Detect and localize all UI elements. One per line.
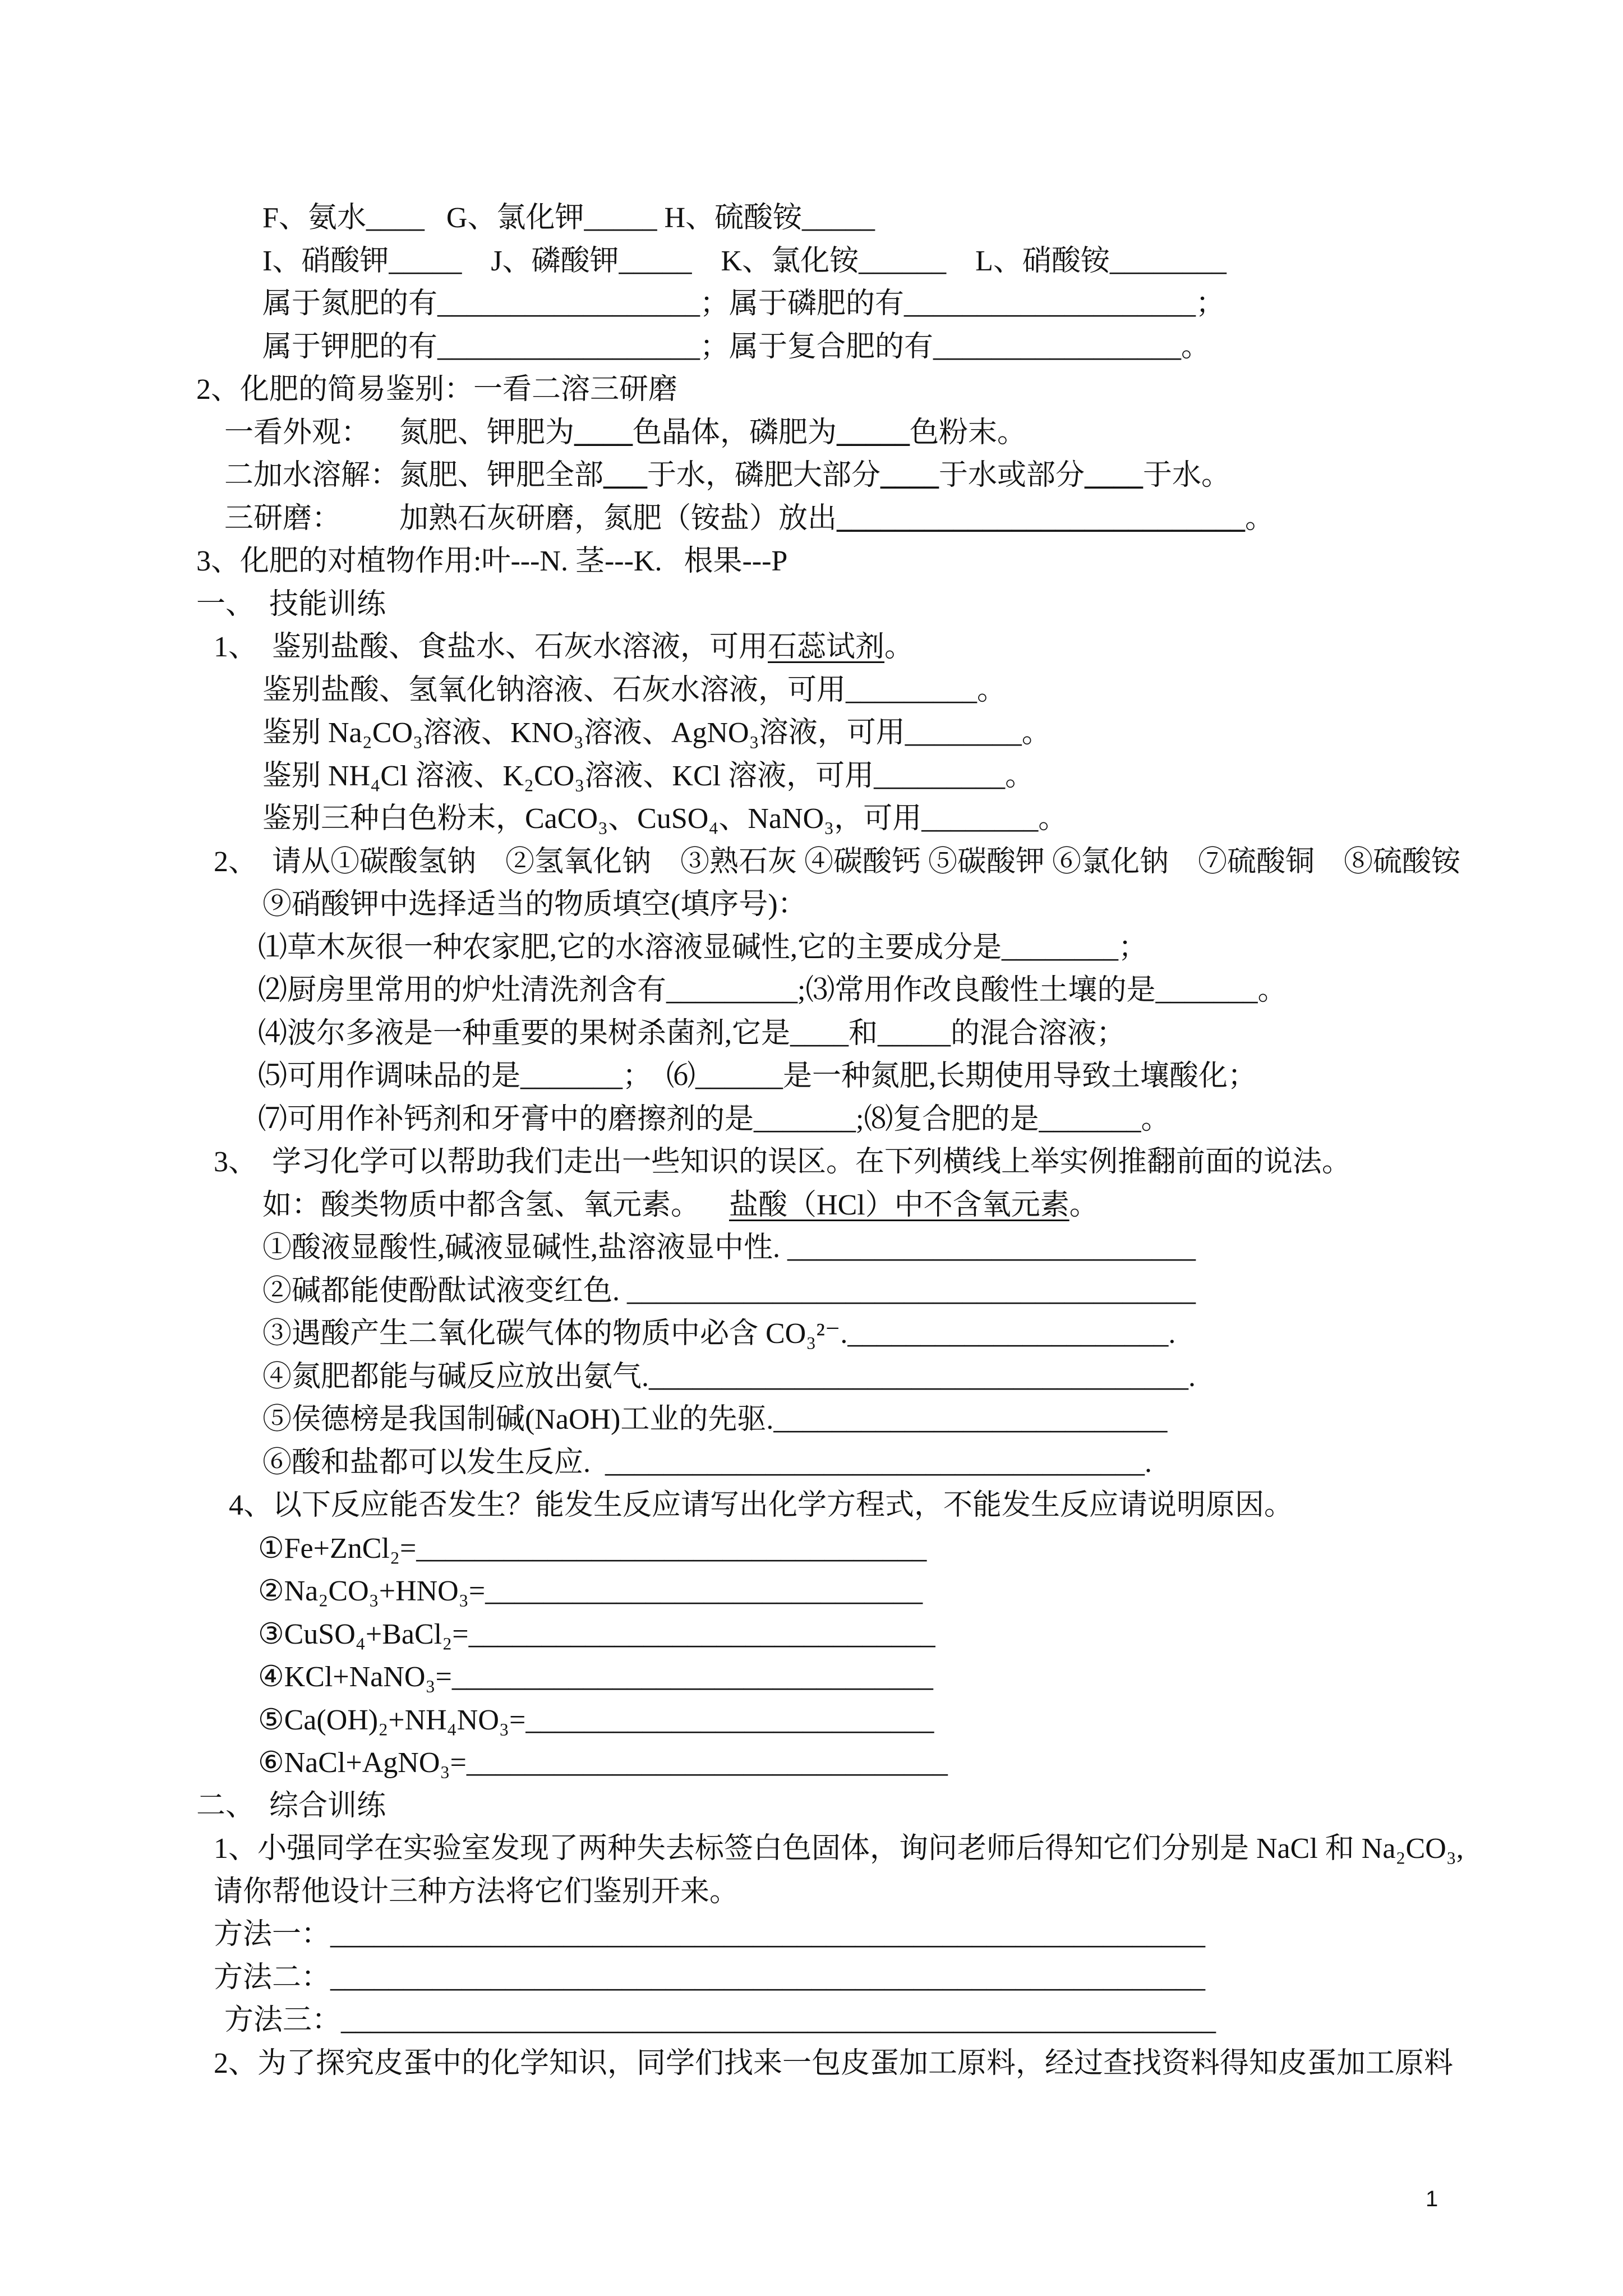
skill-q1-first-line bbox=[0, 626, 1623, 669]
skill-q3-example-period: 。 bbox=[1069, 1189, 1099, 1221]
comprehensive-q1-prompt-continued: 请你帮他设计三种方法将它们鉴别开来。 bbox=[214, 1875, 739, 1908]
skills-training-heading: 一、 技能训练 bbox=[196, 588, 386, 620]
simple-identification-heading: 2、化肥的简易鉴别：一看二溶三研磨 bbox=[196, 374, 678, 406]
skill-q4-reaction: ③CuSO₄+BaCl₂=________________________________ bbox=[258, 1618, 935, 1650]
appearance-blank: ____ bbox=[574, 416, 633, 449]
comprehensive-q2-prompt: 2、为了探究皮蛋中的化学知识，同学们找来一包皮蛋加工原料，经过查找资料得知皮蛋加工原料 bbox=[214, 2047, 1454, 2079]
dissolving-check-line bbox=[0, 454, 1623, 498]
appearance-blank: _____ bbox=[837, 416, 910, 449]
potash-compound-fertilizer-line: 属于钾肥的有__________________；属于复合肥的有_________________。 bbox=[262, 330, 1211, 363]
skill-q3-prompt: 3、 学习化学可以帮助我们走出一些知识的误区。在下列横线上举实例推翻前面的说法。 bbox=[214, 1146, 1352, 1178]
skill-q4-prompt: 4、以下反应能否发生？能发生反应请写出化学方程式，不能发生反应请说明原因。 bbox=[229, 1489, 1294, 1521]
skill-q4-reaction: ①Fe+ZnCl₂=___________________________________ bbox=[258, 1532, 927, 1565]
comprehensive-q1-prompt: 1、小强同学在实验室发现了两种失去标签白色固体，询问老师后得知它们分别是 NaCl 和 Na₂CO₃, bbox=[214, 1833, 1464, 1865]
skill-q2-item: ⑷波尔多液是一种重要的果树杀菌剂,它是____和_____的混合溶液； bbox=[258, 1017, 1126, 1050]
skill-q3-statement: ②碱都能使酚酞试液变红色. _______________________________________ bbox=[262, 1274, 1196, 1307]
skill-q4-reaction: ②Na₂CO₃+HNO₃=______________________________ bbox=[258, 1575, 923, 1607]
skill-q1-example-answer: 石蕊试剂 bbox=[768, 631, 885, 663]
comprehensive-q1-method: 方法一：____________________________________________________________ bbox=[214, 1918, 1206, 1950]
appearance-text: 色晶体，磷肥为 bbox=[633, 416, 837, 449]
grinding-text: 。 bbox=[1245, 502, 1275, 535]
comprehensive-training-heading: 二、 综合训练 bbox=[196, 1789, 386, 1822]
appearance-text: 色粉末。 bbox=[910, 416, 1027, 449]
worksheet-content bbox=[0, 197, 1623, 2085]
skill-q3-statement: ⑥酸和盐都可以发生反应. _____________________________________. bbox=[262, 1446, 1152, 1479]
skill-q2-options-continued: ⑨硝酸钾中选择适当的物质填空(填序号)： bbox=[262, 889, 807, 921]
grinding-check-line bbox=[0, 498, 1623, 541]
dissolving-blank: ___ bbox=[603, 459, 648, 491]
dissolving-blank: ____ bbox=[880, 459, 939, 491]
plant-effect-line: 3、化肥的对植物作用:叶---N. 茎---K. 根果---P bbox=[196, 545, 788, 577]
skill-q2-item: ⑴草木灰很一种农家肥,它的水溶液显碱性,它的主要成分是________； bbox=[258, 931, 1148, 964]
skill-q3-statement: ①酸液显酸性,碱液显碱性,盐溶液显中性. ____________________________ bbox=[262, 1232, 1196, 1264]
skill-q2-options: 2、 请从①碳酸氢钠 ②氢氧化钠 ③熟石灰 ④碳酸钙 ⑤碳酸钾 ⑥氯化钠 ⑦硫酸铜 ⑧硫酸铵 bbox=[214, 845, 1461, 878]
dissolving-blank: ____ bbox=[1085, 459, 1144, 491]
dissolving-text: 于水或部分 bbox=[939, 459, 1085, 491]
skill-q2-item: ⑵厨房里常用的炉灶清洗剂含有_________;⑶常用作改良酸性土壤的是_______。 bbox=[258, 974, 1287, 1006]
skill-q2-item: ⑺可用作补钙剂和牙膏中的磨擦剂的是_______;⑻复合肥的是_______。 bbox=[258, 1103, 1170, 1135]
grinding-blank: ____________________________ bbox=[837, 502, 1246, 535]
page-number: 1 bbox=[1426, 2187, 1438, 2211]
skill-q4-reaction: ⑤Ca(OH)₂+NH₄NO₃=____________________________ bbox=[258, 1704, 934, 1736]
skill-q1-item: 鉴别三种白色粉末，CaCO₃、CuSO₄、NaNO₃，可用________。 bbox=[262, 803, 1068, 835]
appearance-check-line bbox=[0, 412, 1623, 455]
comprehensive-q1-method: 方法三：____________________________________________________________ bbox=[224, 2004, 1216, 2036]
comprehensive-q1-method: 方法二：____________________________________________________________ bbox=[214, 1961, 1206, 1994]
skill-q3-statement: ③遇酸产生二氧化碳气体的物质中必含 CO₃²⁻.______________________. bbox=[262, 1318, 1176, 1350]
skill-q1-item: 鉴别 NH₄Cl 溶液、K₂CO₃溶液、KCl 溶液，可用_________。 bbox=[262, 760, 1035, 792]
skill-q3-example-text: 如：酸类物质中都含氢、氧元素。 bbox=[262, 1189, 730, 1221]
fertilizer-items-row-fgh: F、氨水____ G、氯化钾_____ H、硫酸铵_____ bbox=[262, 202, 875, 234]
nitrogen-phosphate-fertilizer-line: 属于氮肥的有__________________；属于磷肥的有____________________； bbox=[262, 288, 1225, 320]
fertilizer-items-row-ijkl: I、硝酸钾_____ J、磷酸钾_____ K、氯化铵______ L、硝酸铵________ bbox=[262, 245, 1227, 277]
appearance-text: 一看外观： 氮肥、钾肥为 bbox=[224, 416, 575, 449]
skill-q3-statement: ④氮肥都能与碱反应放出氨气._____________________________________. bbox=[262, 1360, 1196, 1393]
skill-q1-item: 鉴别盐酸、氢氧化钠溶液、石灰水溶液，可用_________。 bbox=[262, 674, 1007, 706]
skill-q3-example-line bbox=[0, 1184, 1623, 1227]
skill-q3-statement: ⑤侯德榜是我国制碱(NaOH)工业的先驱.___________________________ bbox=[262, 1404, 1168, 1435]
skill-q1-text: 1、 鉴别盐酸、食盐水、石灰水溶液，可用 bbox=[214, 631, 768, 663]
skill-q1-period: 。 bbox=[884, 631, 914, 663]
skill-q1-item: 鉴别 Na₂CO₃溶液、KNO₃溶液、AgNO₃溶液，可用________。 bbox=[262, 717, 1051, 749]
grinding-text: 三研磨： 加熟石灰研磨，氮肥（铵盐）放出 bbox=[224, 502, 837, 535]
skill-q2-item: ⑸可用作调味品的是_______； ⑹______是一种氮肥,长期使用导致土壤酸化； bbox=[258, 1060, 1257, 1092]
skill-q3-example-answer: 盐酸（HCl）中不含氧元素 bbox=[729, 1189, 1069, 1221]
dissolving-text: 二加水溶解：氮肥、钾肥全部 bbox=[224, 459, 604, 491]
dissolving-text: 于水。 bbox=[1143, 459, 1231, 491]
dissolving-text: 于水，磷肥大部分 bbox=[647, 459, 881, 491]
skill-q4-reaction: ④KCl+NaNO₃=_________________________________ bbox=[258, 1661, 933, 1693]
skill-q4-reaction: ⑥NaCl+AgNO₃=_________________________________ bbox=[258, 1747, 948, 1779]
